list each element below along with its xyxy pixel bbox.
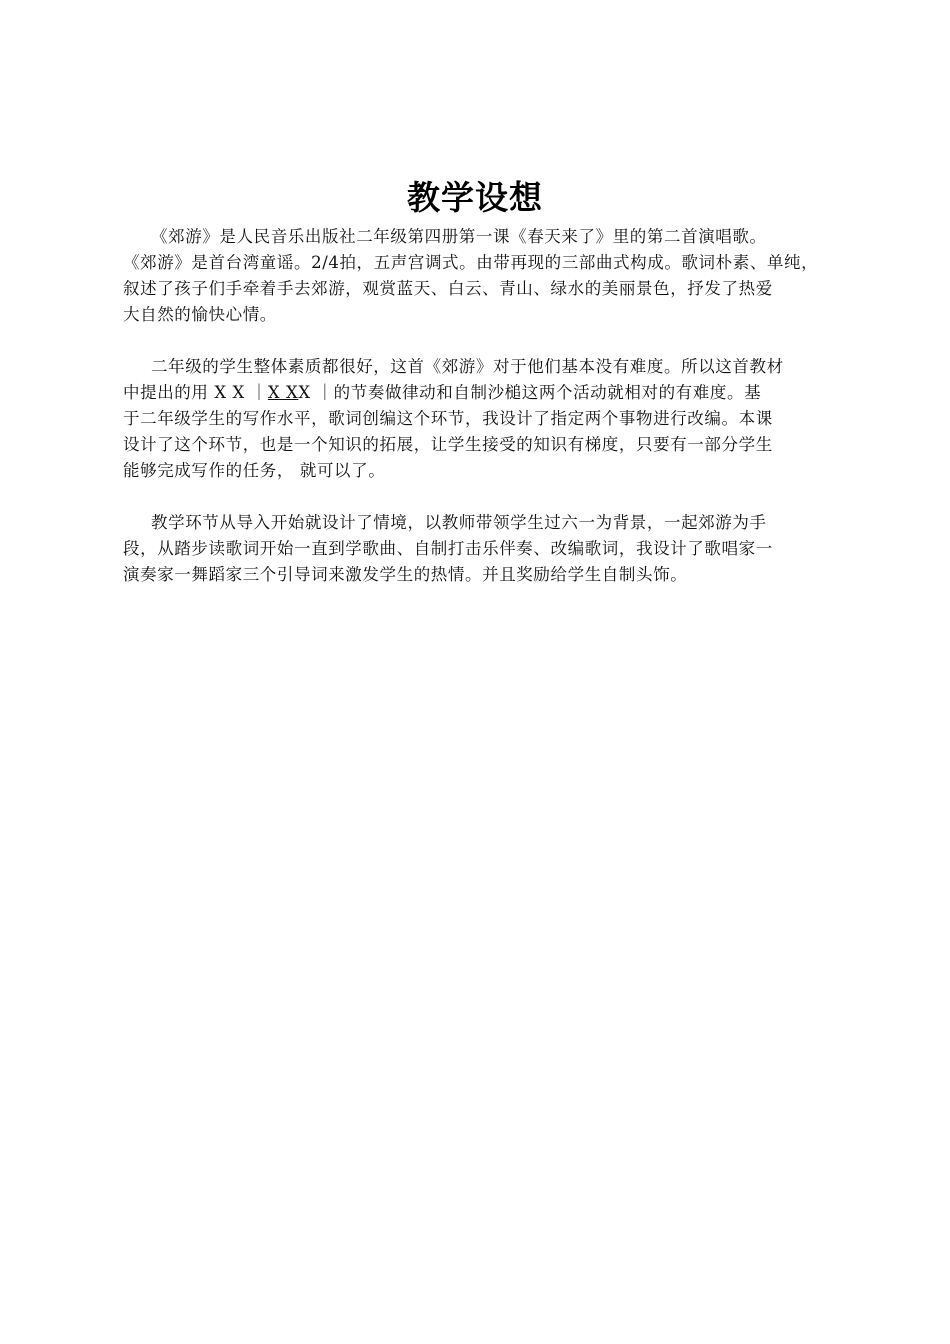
- document-body: [123, 224, 835, 588]
- paragraph-students: [123, 354, 835, 484]
- text-line: 演奏家一舞蹈家三个引导词来激发学生的热情。并且奖励给学生自制头饰。: [123, 565, 688, 584]
- rhythm-text-after: X ｜的节奏做律动和自制沙槌这两个活动就相对的有难度。基: [298, 383, 762, 402]
- paragraph-intro: [123, 224, 835, 328]
- rhythm-underlined-notes: X X: [267, 383, 299, 402]
- text-line-rhythm: [123, 380, 835, 406]
- text-line: 设计了这个环节，也是一个知识的拓展，让学生接受的知识有梯度，只要有一部分学生: [123, 435, 773, 454]
- text-line: 二年级的学生整体素质都很好，这首《郊游》对于他们基本没有难度。所以这首教材: [151, 357, 784, 376]
- text-line: 于二年级学生的写作水平，歌词创编这个环节，我设计了指定两个事物进行改编。本课: [123, 409, 773, 428]
- text-line: 《郊游》是首台湾童谣。2/4拍，五声宫调式。由带再现的三部曲式构成。歌词朴素、单纯，: [123, 253, 819, 272]
- paragraph-gap: [123, 484, 835, 510]
- text-line: 叙述了孩子们手牵着手去郊游，观赏蓝天、白云、青山、绿水的美丽景色，抒发了热爱: [123, 279, 773, 298]
- document-title: 教学设想: [407, 178, 543, 217]
- paragraph-gap: [123, 328, 835, 354]
- text-line: 段，从踏步读歌词开始一直到学歌曲、自制打击乐伴奏、改编歌词，我设计了歌唱家一: [123, 539, 773, 558]
- text-line: 教学环节从导入开始就设计了情境，以教师带领学生过六一为背景，一起郊游为手: [151, 513, 767, 532]
- text-line: 《郊游》是人民音乐出版社二年级第四册第一课《春天来了》里的第二首演唱歌。: [151, 227, 767, 246]
- text-line: 大自然的愉快心情。: [123, 305, 277, 324]
- rhythm-text-before: 中提出的用 X X ｜: [123, 383, 268, 402]
- text-line: 能够完成写作的任务， 就可以了。: [123, 461, 386, 480]
- paragraph-teaching-steps: [123, 510, 835, 588]
